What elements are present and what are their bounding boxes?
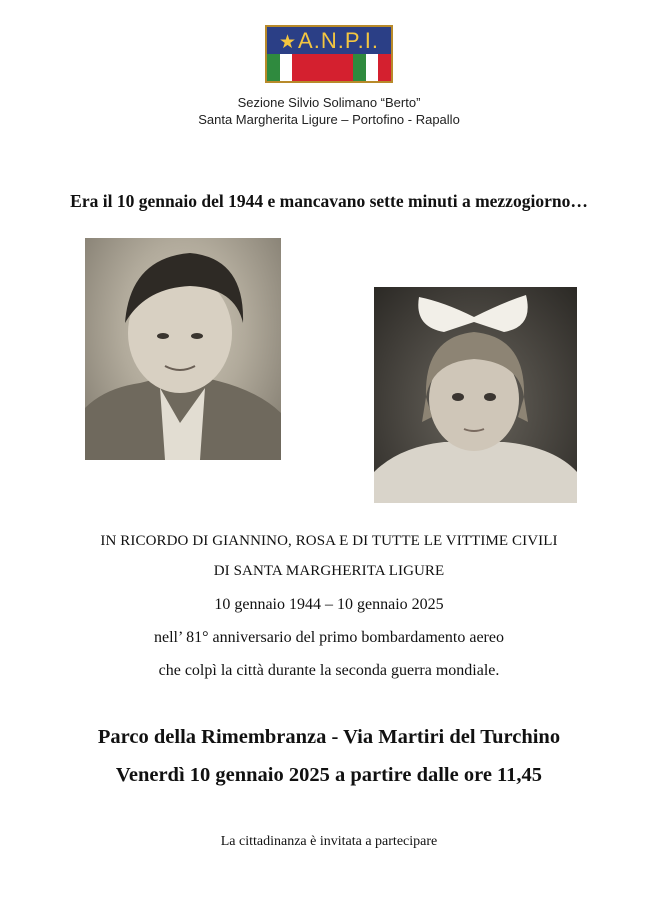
boy-photo xyxy=(85,238,281,460)
anpi-logo xyxy=(265,25,393,83)
section-location: Santa Margherita Ligure – Portofino - Rapallo xyxy=(198,112,460,127)
logo-banner xyxy=(267,27,391,54)
star-icon: ★ xyxy=(278,32,298,53)
invitation-text: La cittadinanza è invitata a partecipare xyxy=(220,834,438,849)
event-datetime: Venerdì 10 gennaio 2025 a partire dalle ore 11,45 xyxy=(115,764,543,786)
red-band xyxy=(305,54,354,81)
anniversary-line-1: nell’ 81° anniversario del primo bombardamento aereo xyxy=(154,629,504,646)
italian-flag-icon xyxy=(353,54,391,81)
logo-text: A.N.P.I. xyxy=(298,28,379,53)
section-name: Sezione Silvio Solimano “Berto” xyxy=(237,95,421,110)
memorial-line-2: DI SANTA MARGHERITA LIGURE xyxy=(213,563,445,579)
girl-photo xyxy=(374,287,577,503)
anniversary-line-2: che colpì la città durante la seconda guerra mondiale. xyxy=(158,662,500,679)
italian-flag-icon xyxy=(267,54,305,81)
logo-flags xyxy=(267,54,391,81)
headline: Era il 10 gennaio del 1944 e mancavano sette minuti a mezzogiorno… xyxy=(70,191,588,211)
memorial-line-1: IN RICORDO DI GIANNINO, ROSA E DI TUTTE LE VITTIME CIVILI xyxy=(100,533,558,549)
event-place: Parco della Rimembranza - Via Martiri del Turchino xyxy=(97,726,561,748)
memorial-dates: 10 gennaio 1944 – 10 gennaio 2025 xyxy=(214,596,444,613)
